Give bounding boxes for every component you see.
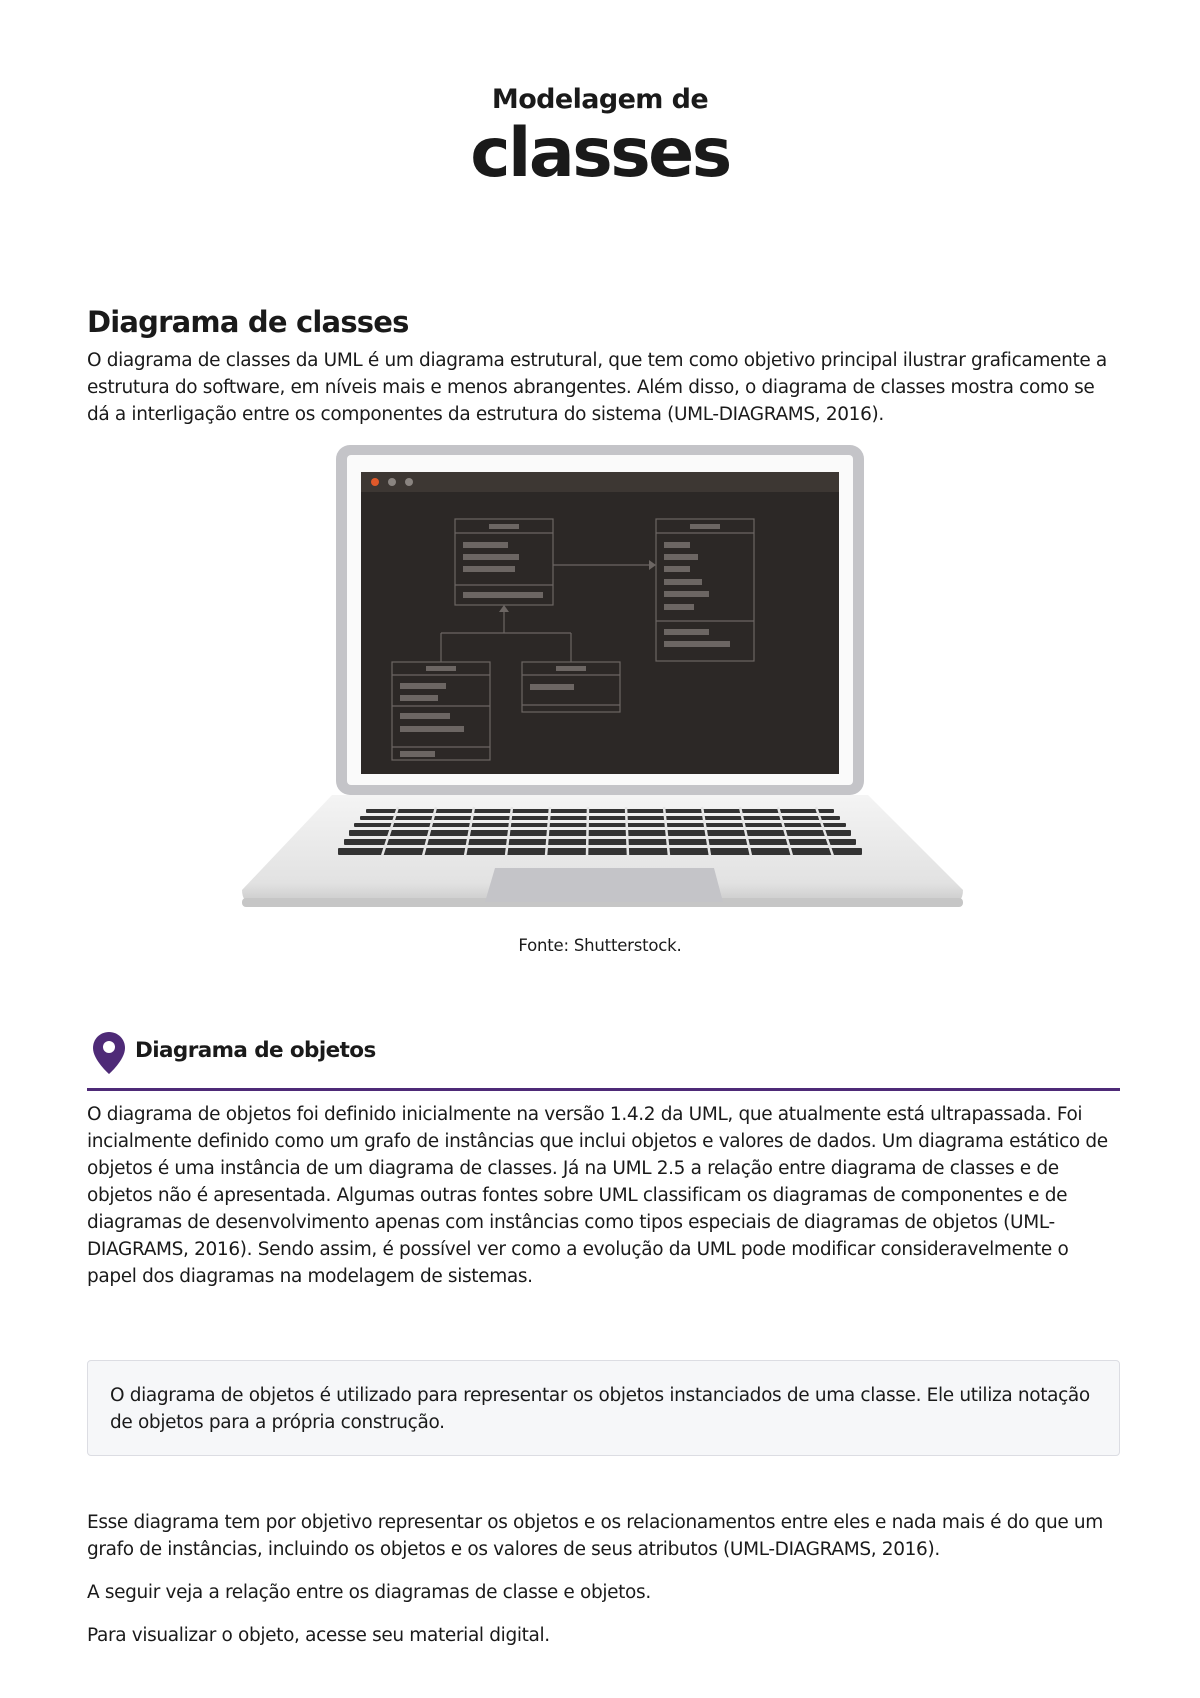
section-objetos-body [87, 1101, 1120, 1290]
note-text: O diagrama de objetos é utilizado para representar os objetos instanciados de uma classe. Ele utiliza notação de objetos para a própria construção. [110, 1385, 1090, 1433]
section-objetos-footer [87, 1509, 1120, 1649]
note-box [87, 1360, 1120, 1456]
laptop-uml-image [240, 443, 965, 918]
header-subtitle: Modelagem de [491, 84, 709, 115]
header-title: classes [470, 114, 730, 193]
document-header [0, 84, 1200, 191]
section-heading-classes: Diagrama de classes [87, 305, 409, 339]
paragraph-objetos-2: Esse diagrama tem por objetivo representar os objetos e os relacionamentos entre eles e nada mais é do que um grafo de instâncias, incluindo os objetos e os valores de seus atributos (UML-DIAGRAMS, 2016). [87, 1512, 1103, 1560]
paragraph-objetos-4: Para visualizar o objeto, acesse seu material digital. [87, 1625, 550, 1646]
section-header-objetos [87, 1028, 1120, 1091]
figure-caption: Fonte: Shutterstock. [518, 936, 682, 955]
paragraph-objetos: O diagrama de objetos foi definido inicialmente na versão 1.4.2 da UML, que atualmente está ultrapassada. Foi incialmente definido como um grafo de instâncias que inclui objetos e valores de dados. Um diagrama estático de objetos é uma instância de um diagrama de classes. Já na UML 2.5 a relação entre diagrama de classes e de objetos não é apresentada. Algumas outras fontes sobre UML classificam os diagramas de componentes e de diagramas de desenvolvimento apenas com instâncias como tipos especiais de diagramas de objetos (UML-DIAGRAMS, 2016). Sendo assim, é possível ver como a evolução da UML pode modificar consideravelmente o papel dos diagramas na modelagem de sistemas. [87, 1104, 1108, 1287]
map-pin-icon [92, 1031, 126, 1075]
section-classes [87, 305, 1120, 428]
paragraph-objetos-3: A seguir veja a relação entre os diagramas de classe e objetos. [87, 1582, 651, 1603]
paragraph-classes: O diagrama de classes da UML é um diagrama estrutural, que tem como objetivo principal ilustrar graficamente a estrutura do software, em níveis mais e menos abrangentes. Além disso, o diagrama de classes mostra como se dá a interligação entre os componentes da estrutura do sistema (UML-DIAGRAMS, 2016). [87, 350, 1107, 425]
laptop-illustration [240, 443, 965, 918]
section-heading-objetos: Diagrama de objetos [135, 1038, 376, 1063]
